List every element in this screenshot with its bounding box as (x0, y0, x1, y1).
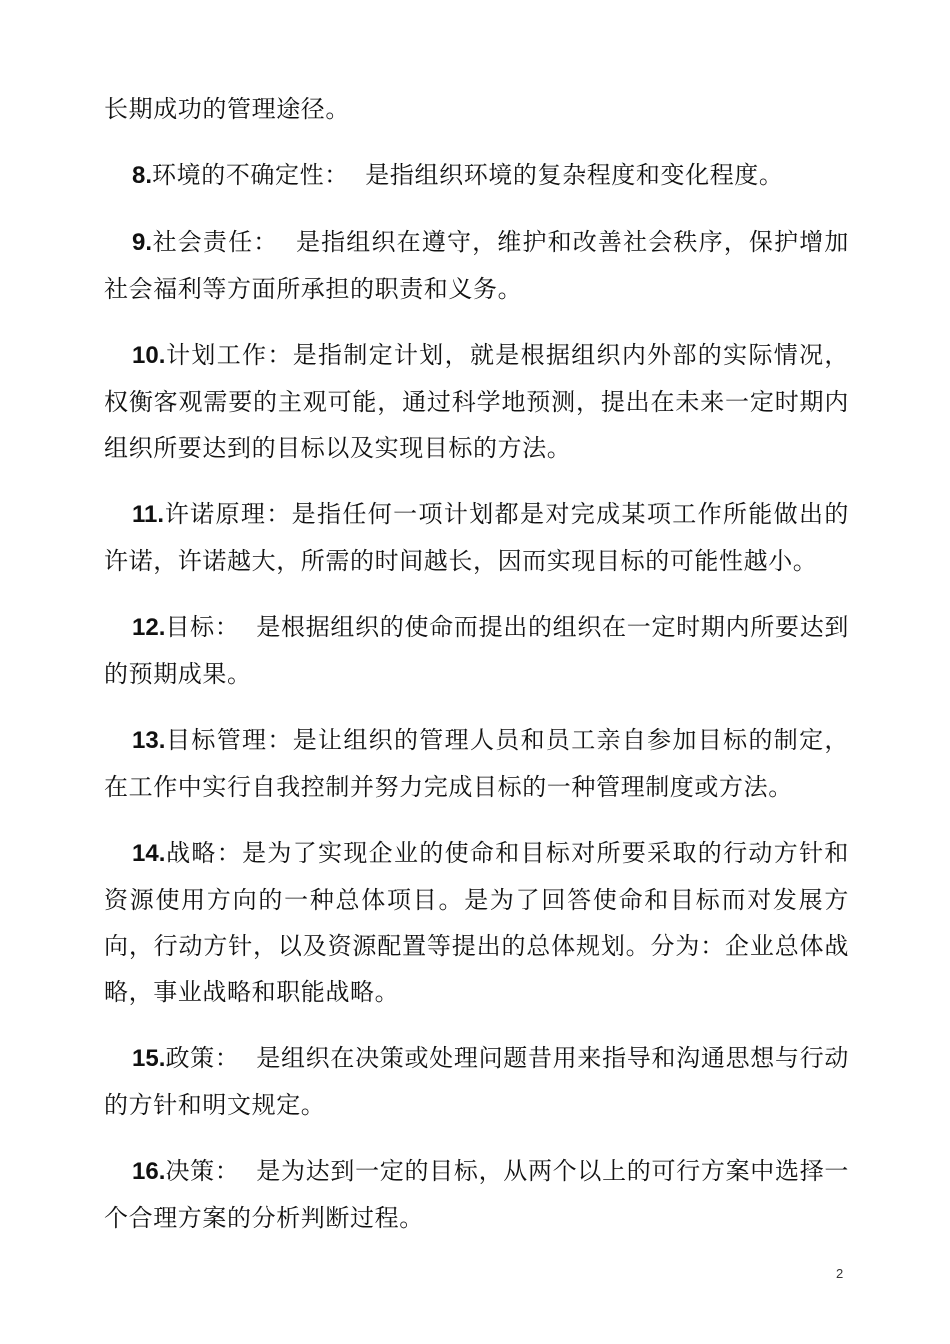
entry-number: 9. (132, 229, 153, 256)
entry-term: 环境的不确定性： (152, 161, 349, 189)
entry-number: 11. (132, 501, 165, 528)
entry-term: 战略： (165, 839, 243, 867)
entry-definition: 是组织在决策或处理问题昔用来指导和沟通思想与行动的方针和明文规定。 (104, 1044, 849, 1119)
entry-term: 政策： (165, 1044, 240, 1072)
entry-number: 10. (132, 342, 166, 369)
definition-entry-9 (104, 219, 849, 312)
definition-entry-16 (104, 1148, 849, 1241)
entry-term: 许诺原理： (164, 500, 292, 528)
entry-definition: 是指组织在遵守，维护和改善社会秩序，保护增加社会福利等方面所承担的职责和义务。 (104, 228, 849, 303)
entry-number: 13. (132, 727, 166, 754)
page-number: 2 (836, 1266, 844, 1281)
entry-term: 决策： (165, 1157, 240, 1185)
entry-number: 8. (132, 162, 153, 189)
entry-term: 目标管理： (165, 726, 293, 754)
definition-entry-13 (104, 717, 849, 810)
entry-number: 12. (132, 614, 166, 641)
definition-entry-12 (104, 604, 849, 697)
entry-number: 14. (132, 840, 166, 867)
entry-number: 16. (132, 1158, 166, 1185)
entry-definition: 是指制定计划，就是根据组织内外部的实际情况，权衡客观需要的主观可能，通过科学地预测，提出在未来一定时期内组织所要达到的目标以及实现目标的方法。 (104, 341, 850, 462)
definition-entry-8 (104, 152, 849, 199)
entry-definition: 是为了实现企业的使命和目标对所要采取的行动方针和资源使用方向的一种总体项目。是为了回答使命和目标而对发展方向，行动方针，以及资源配置等提出的总体规划。分为：企业总体战略，事业战略和职能战略。 (104, 839, 849, 1006)
definition-entry-15 (104, 1035, 849, 1128)
entry-definition: 是指组织环境的复杂程度和变化程度。 (365, 161, 784, 189)
entry-definition: 是根据组织的使命而提出的组织在一定时期内所要达到的预期成果。 (104, 613, 849, 688)
entry-term: 目标： (165, 613, 240, 641)
definition-entry-14 (104, 830, 849, 1015)
entry-term: 计划工作： (165, 341, 293, 369)
definition-entry-10 (104, 332, 849, 471)
continuation-paragraph: 长期成功的管理途径。 (104, 95, 350, 123)
document-body (104, 86, 849, 1261)
entry-definition: 是让组织的管理人员和员工亲自参加目标的制定，在工作中实行自我控制并努力完成目标的一种管理制度或方法。 (104, 726, 850, 801)
entry-definition: 是为达到一定的目标，从两个以上的可行方案中选择一个合理方案的分析判断过程。 (104, 1157, 849, 1232)
definition-entry-11 (104, 491, 849, 584)
entry-term: 社会责任： (152, 228, 279, 256)
entry-number: 15. (132, 1045, 166, 1072)
entry-definition: 是指任何一项计划都是对完成某项工作所能做出的许诺，许诺越大，所需的时间越长，因而实现目标的可能性越小。 (104, 500, 850, 575)
